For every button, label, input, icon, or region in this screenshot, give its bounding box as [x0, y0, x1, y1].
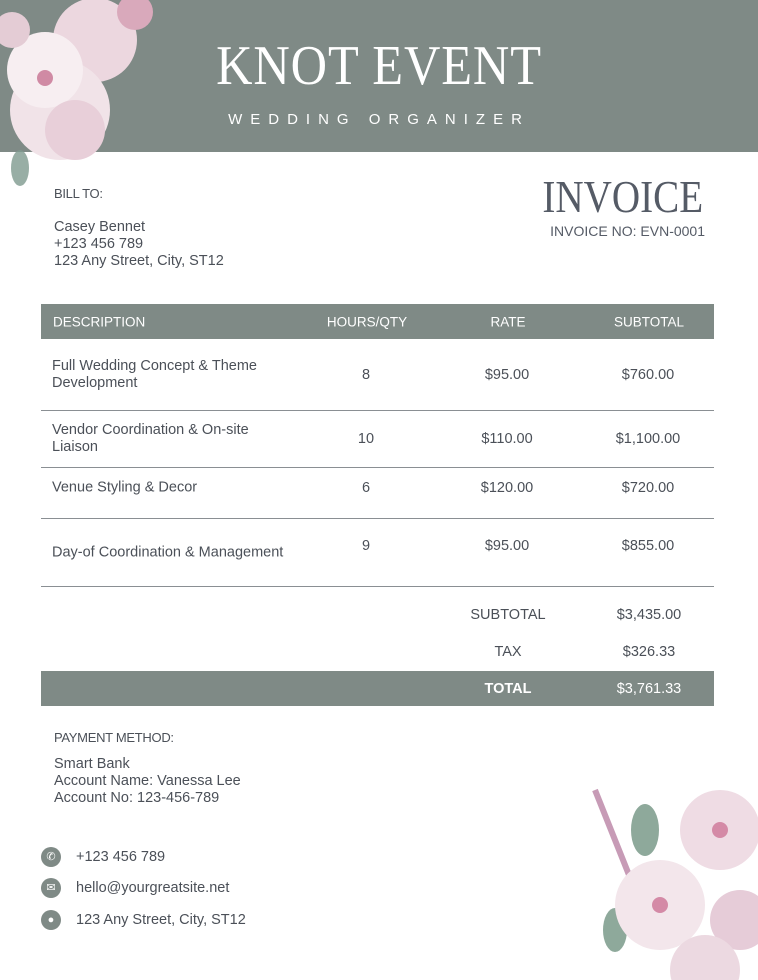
client-address: 123 Any Street, City, ST12: [54, 253, 224, 269]
item-qty: 10: [357, 431, 375, 447]
subtotal-label: SUBTOTAL: [470, 606, 546, 623]
brand-name: KNOT EVENT: [216, 35, 542, 97]
account-name: Account Name: Vanessa Lee: [54, 773, 241, 789]
col-rate: RATE: [490, 314, 526, 329]
contact-address: 123 Any Street, City, ST12: [76, 912, 246, 928]
col-description: DESCRIPTION: [53, 314, 146, 329]
brand-tagline: WEDDING ORGANIZER: [228, 111, 530, 128]
contact-email[interactable]: hello@yourgreatsite.net: [76, 880, 230, 896]
payment-details: [54, 756, 241, 807]
table-row: [41, 468, 714, 519]
item-rate: $95.00: [484, 537, 530, 554]
item-subtotal: $1,100.00: [615, 431, 681, 447]
item-description: Full Wedding Concept & Theme Development: [52, 357, 257, 391]
bank-name: Smart Bank: [54, 756, 130, 772]
client-phone: +123 456 789: [54, 236, 144, 252]
tax-label: TAX: [494, 643, 522, 660]
item-description: Day-of Coordination & Management: [52, 544, 284, 560]
table-row: [41, 519, 714, 587]
account-number: Account No: 123-456-789: [54, 790, 220, 806]
item-qty: 9: [361, 537, 371, 554]
client-name: Casey Bennet: [54, 219, 146, 235]
col-subtotal: SUBTOTAL: [613, 314, 685, 329]
email-icon: ✉: [41, 878, 61, 898]
payment-method-label: PAYMENT METHOD:: [54, 730, 174, 745]
table-header: [41, 304, 714, 339]
summary-total: [41, 671, 714, 706]
subtotal-value: $3,435.00: [616, 606, 682, 623]
item-subtotal: $720.00: [621, 480, 675, 496]
contact-phone: +123 456 789: [76, 849, 166, 865]
item-rate: $110.00: [481, 431, 533, 447]
invoice-number: INVOICE NO: EVN-0001: [550, 223, 705, 239]
location-pin-icon: ●: [41, 910, 61, 930]
invoice-title: INVOICE: [542, 171, 703, 222]
floral-decoration-bottom: [575, 730, 758, 980]
item-rate: $95.00: [484, 366, 530, 383]
total-value: $3,761.33: [616, 680, 682, 697]
col-qty: HOURS/QTY: [326, 314, 408, 329]
summary-subtotal: [41, 597, 714, 632]
item-subtotal: $855.00: [621, 537, 675, 554]
bill-to-details: [54, 219, 224, 270]
total-label: TOTAL: [484, 680, 532, 697]
bill-to-label: BILL TO:: [54, 186, 103, 201]
summary-tax: [41, 634, 714, 669]
item-qty: 8: [361, 366, 371, 383]
tax-value: $326.33: [622, 643, 676, 660]
table-row: [41, 339, 714, 411]
item-description: Vendor Coordination & On-site Liaison: [52, 422, 249, 455]
item-qty: 6: [361, 480, 371, 496]
item-subtotal: $760.00: [621, 366, 675, 383]
item-description: Venue Styling & Decor: [52, 479, 198, 496]
table-row: [41, 411, 714, 468]
item-rate: $120.00: [480, 480, 534, 496]
phone-icon: ✆: [41, 847, 61, 867]
